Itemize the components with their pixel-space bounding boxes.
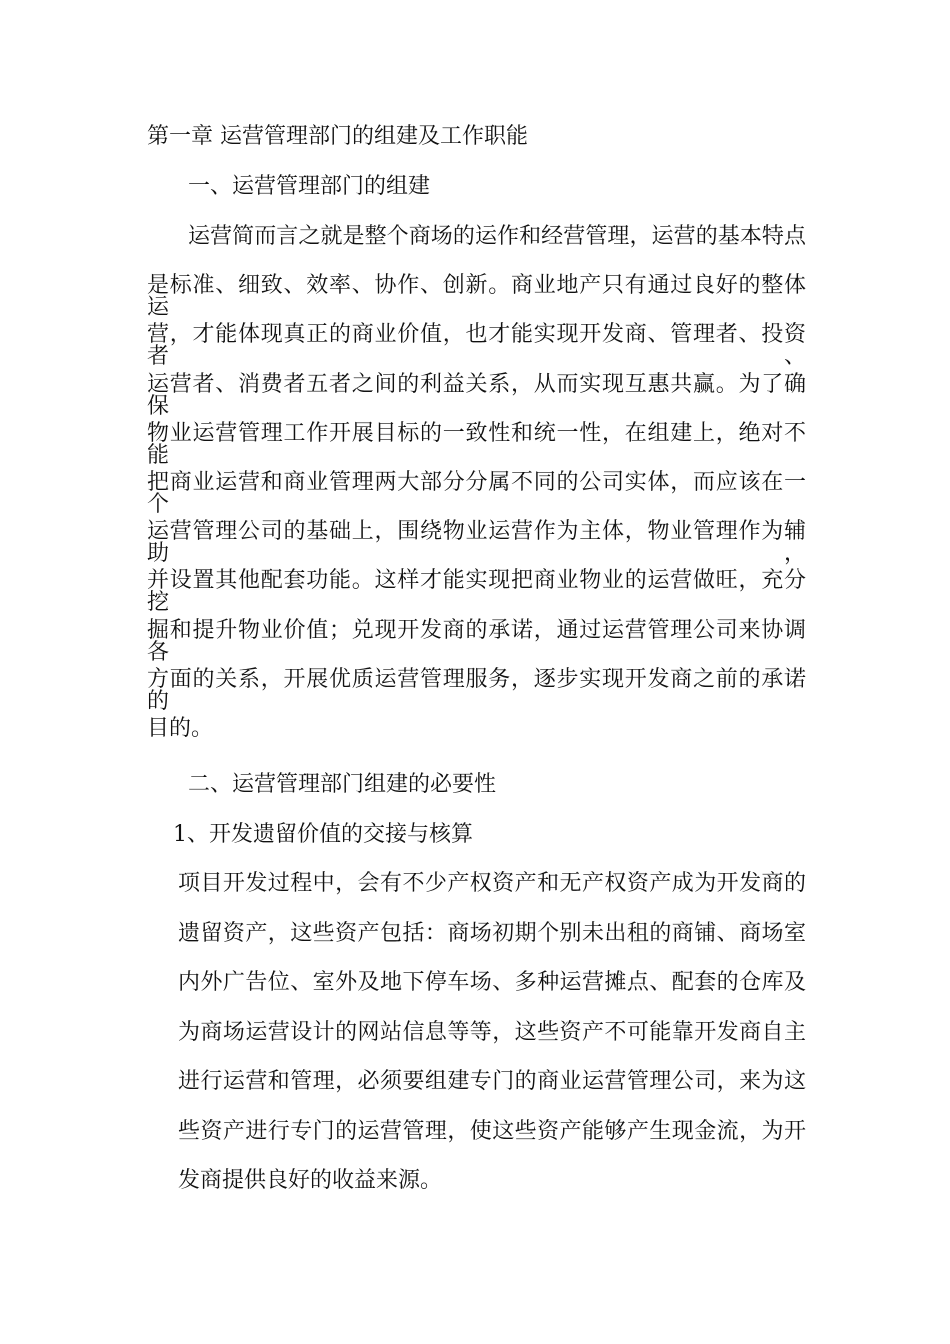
paragraph-line: 进行运营和管理，必须要组建专门的商业运营管理公司，来为这 bbox=[178, 1069, 806, 1094]
paragraph-line: 运营简而言之就是整个商场的运作和经营管理，运营的基本特点 bbox=[188, 224, 806, 249]
paragraph-line: 内外广告位、室外及地下停车场、多种运营摊点、配套的仓库及 bbox=[178, 970, 806, 995]
paragraph-line: 营，才能体现真正的商业价值，也才能实现开发商、管理者、投资者、 bbox=[147, 322, 806, 370]
paragraph-line: 些资产进行专门的运营管理，使这些资产能够产生现金流，为开 bbox=[178, 1118, 806, 1144]
paragraph-line: 项目开发过程中，会有不少产权资产和无产权资产成为开发商的 bbox=[178, 871, 806, 896]
chapter-title: 第一章 运营管理部门的组建及工作职能 bbox=[147, 124, 528, 149]
paragraph-line: 遗留资产，这些资产包括：商场初期个别未出租的商铺、商场室 bbox=[178, 920, 806, 946]
paragraph-line: 物业运营管理工作开展目标的一致性和统一性，在组建上，绝对不能 bbox=[147, 420, 806, 468]
subsection-heading: 1、开发遗留价值的交接与核算 bbox=[173, 822, 473, 847]
paragraph-line: 掘和提升物业价值；兑现开发商的承诺，通过运营管理公司来协调各 bbox=[147, 617, 806, 665]
paragraph-line: 发商提供良好的收益来源。 bbox=[178, 1168, 443, 1193]
paragraph-line: 目的。 bbox=[147, 716, 214, 741]
section-heading: 二、运营管理部门组建的必要性 bbox=[188, 772, 497, 797]
paragraph-line: 是标准、细致、效率、协作、创新。商业地产只有通过良好的整体运 bbox=[147, 273, 806, 321]
paragraph-line: 运营者、消费者五者之间的利益关系，从而实现互惠共赢。为了确保 bbox=[147, 371, 806, 419]
paragraph-line: 运营管理公司的基础上，围绕物业运营作为主体，物业管理作为辅助， bbox=[147, 519, 806, 567]
paragraph-line: 把商业运营和商业管理两大部分分属不同的公司实体，而应该在一个 bbox=[147, 470, 806, 517]
paragraph-line: 方面的关系，开展优质运营管理服务，逐步实现开发商之前的承诺的 bbox=[147, 666, 806, 714]
paragraph-line: 并设置其他配套功能。这样才能实现把商业物业的运营做旺，充分挖 bbox=[147, 568, 806, 616]
paragraph-line: 为商场运营设计的网站信息等等，这些资产不可能靠开发商自主 bbox=[178, 1019, 806, 1045]
section-heading: 一、运营管理部门的组建 bbox=[188, 174, 431, 199]
